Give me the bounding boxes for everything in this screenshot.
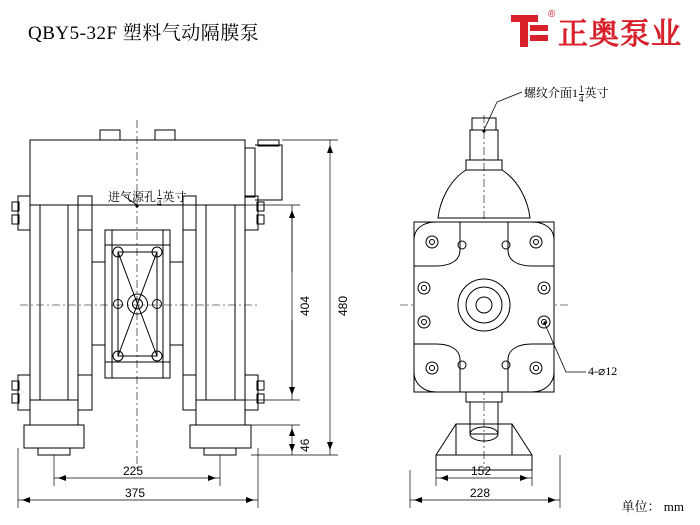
dimension-404: 404 bbox=[298, 295, 312, 316]
annotation-thread-port-whole: 1 bbox=[572, 86, 579, 100]
annotation-air-inlet bbox=[108, 188, 187, 208]
annotation-thread-port-unit: 英寸 bbox=[584, 86, 609, 100]
annotation-air-inlet-unit: 英寸 bbox=[162, 190, 187, 204]
side-elevation-view bbox=[400, 92, 586, 470]
annotation-thread-port bbox=[524, 84, 609, 104]
page-title: QBY5-32F 塑料气动隔膜泵 bbox=[28, 23, 260, 44]
dimension-152: 152 bbox=[471, 464, 492, 478]
dimension-46: 46 bbox=[298, 438, 312, 452]
front-elevation-view bbox=[12, 120, 282, 470]
annotation-thread-port-label: 螺纹介面 bbox=[524, 86, 573, 100]
unit-note: 单位： mm bbox=[621, 499, 684, 514]
dimension-225: 225 bbox=[123, 464, 144, 478]
fraction-one-quarter: $\frac{1}{4}$ bbox=[157, 187, 162, 208]
dimension-480: 480 bbox=[336, 295, 350, 316]
registered-mark-icon: ® bbox=[548, 9, 556, 20]
annotation-air-inlet-label: 进气源孔 bbox=[108, 190, 157, 204]
dimension-375: 375 bbox=[125, 486, 146, 500]
side-view-dimensions bbox=[410, 455, 560, 508]
fraction-one-quarter-2: $\frac{1}{4}$ bbox=[579, 83, 584, 104]
brand-name: 正奥泵业 bbox=[558, 18, 682, 51]
annotation-hole-spec: 4-⌀12 bbox=[588, 364, 618, 378]
dimension-228: 228 bbox=[470, 486, 491, 500]
